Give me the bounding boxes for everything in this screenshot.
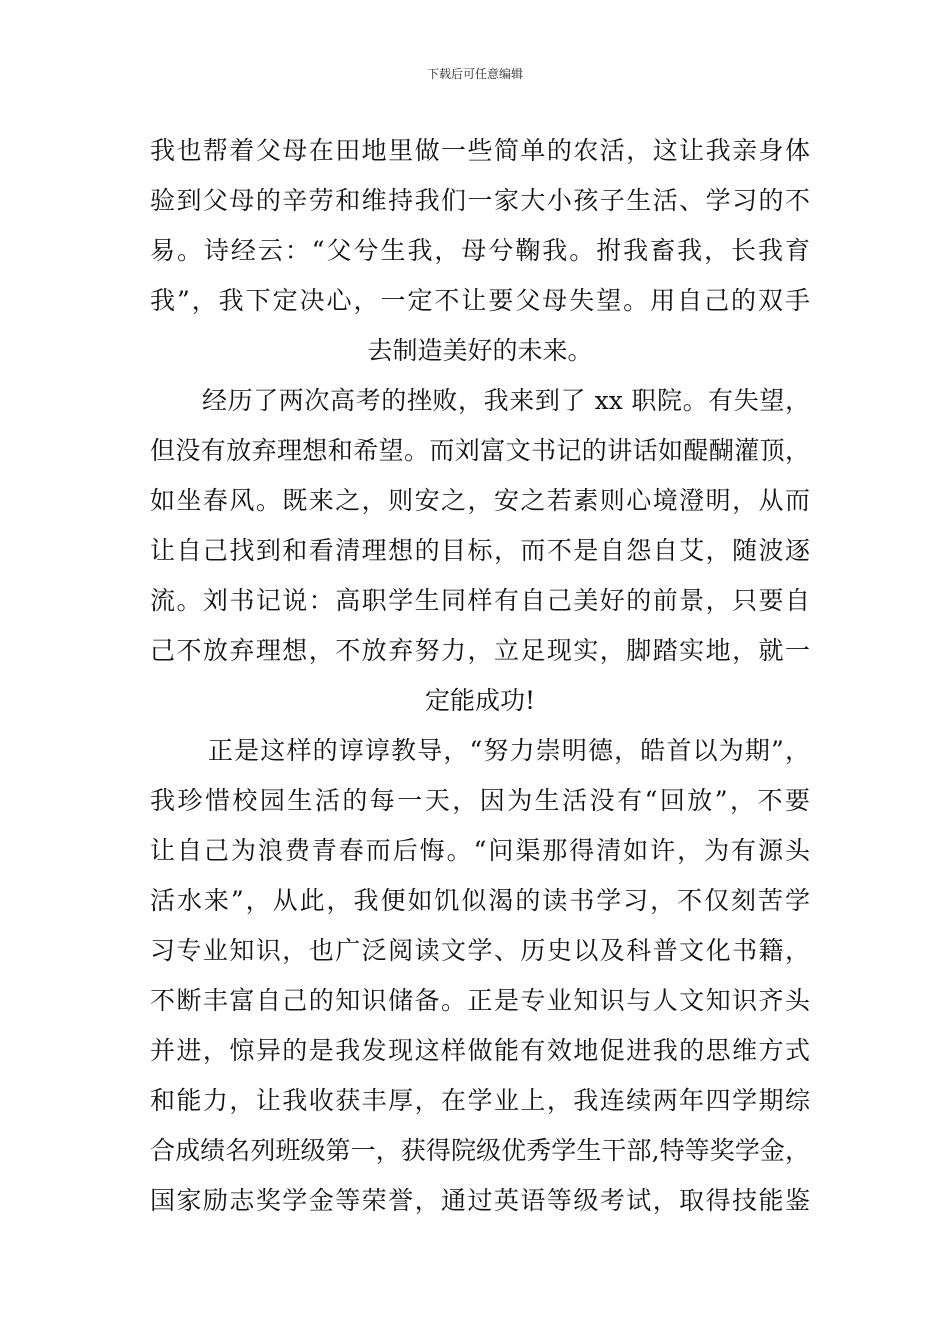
text-line-centered: 定能成功!	[424, 686, 536, 715]
text-line: 让自己为浪费青春而后悔。“问渠那得清如许，为有源头	[150, 836, 810, 865]
text-line: 易。诗经云：“父兮生我，母兮鞠我。拊我畜我，长我育	[150, 236, 810, 265]
text-line: 己不放弃理想，不放弃努力，立足现实，脚踏实地，就一	[150, 636, 810, 665]
paragraph-start-line: 正是这样的谆谆教导，“努力崇明德，皓首以为期”，	[208, 736, 810, 765]
text-line: 但没有放弃理想和希望。而刘富文书记的讲话如醍醐灌顶，	[150, 436, 810, 465]
text-line: 我珍惜校园生活的每一天，因为生活没有“回放”，不要	[150, 786, 810, 815]
text-line: 活水来”，从此，我便如饥似渴的读书学习，不仅刻苦学	[150, 886, 810, 915]
text-line: 我”，我下定决心，一定不让要父母失望。用自己的双手	[150, 286, 810, 315]
paragraph-start-line: 经历了两次高考的挫败，我来到了 xx 职院。有失望，	[202, 386, 810, 415]
text-line: 习专业知识，也广泛阅读文学、历史以及科普文化书籍，	[150, 936, 810, 965]
text-line-centered: 去制造美好的未来。	[367, 336, 593, 365]
page-header: 下载后可任意编辑	[426, 67, 523, 81]
text-line: 不断丰富自己的知识储备。正是专业知识与人文知识齐头	[150, 986, 810, 1015]
text-line: 如坐春风。既来之，则安之，安之若素则心境澄明，从而	[150, 486, 810, 515]
text-line: 合成绩名列班级第一，获得院级优秀学生干部,特等奖学金，	[150, 1136, 810, 1165]
text-line: 验到父母的辛劳和维持我们一家大小孩子生活、学习的不	[150, 186, 810, 215]
text-line: 国家励志奖学金等荣誉，通过英语等级考试，取得技能鉴	[150, 1186, 810, 1215]
document-body	[150, 126, 810, 1226]
text-line: 和能力，让我收获丰厚，在学业上，我连续两年四学期综	[150, 1086, 810, 1115]
text-line: 并进，惊异的是我发现这样做能有效地促进我的思维方式	[150, 1036, 810, 1065]
text-line: 让自己找到和看清理想的目标，而不是自怨自艾，随波逐	[150, 536, 810, 565]
text-line: 我也帮着父母在田地里做一些简单的农活，这让我亲身体	[150, 136, 810, 165]
text-line: 流。刘书记说：高职学生同样有自己美好的前景，只要自	[150, 586, 810, 615]
